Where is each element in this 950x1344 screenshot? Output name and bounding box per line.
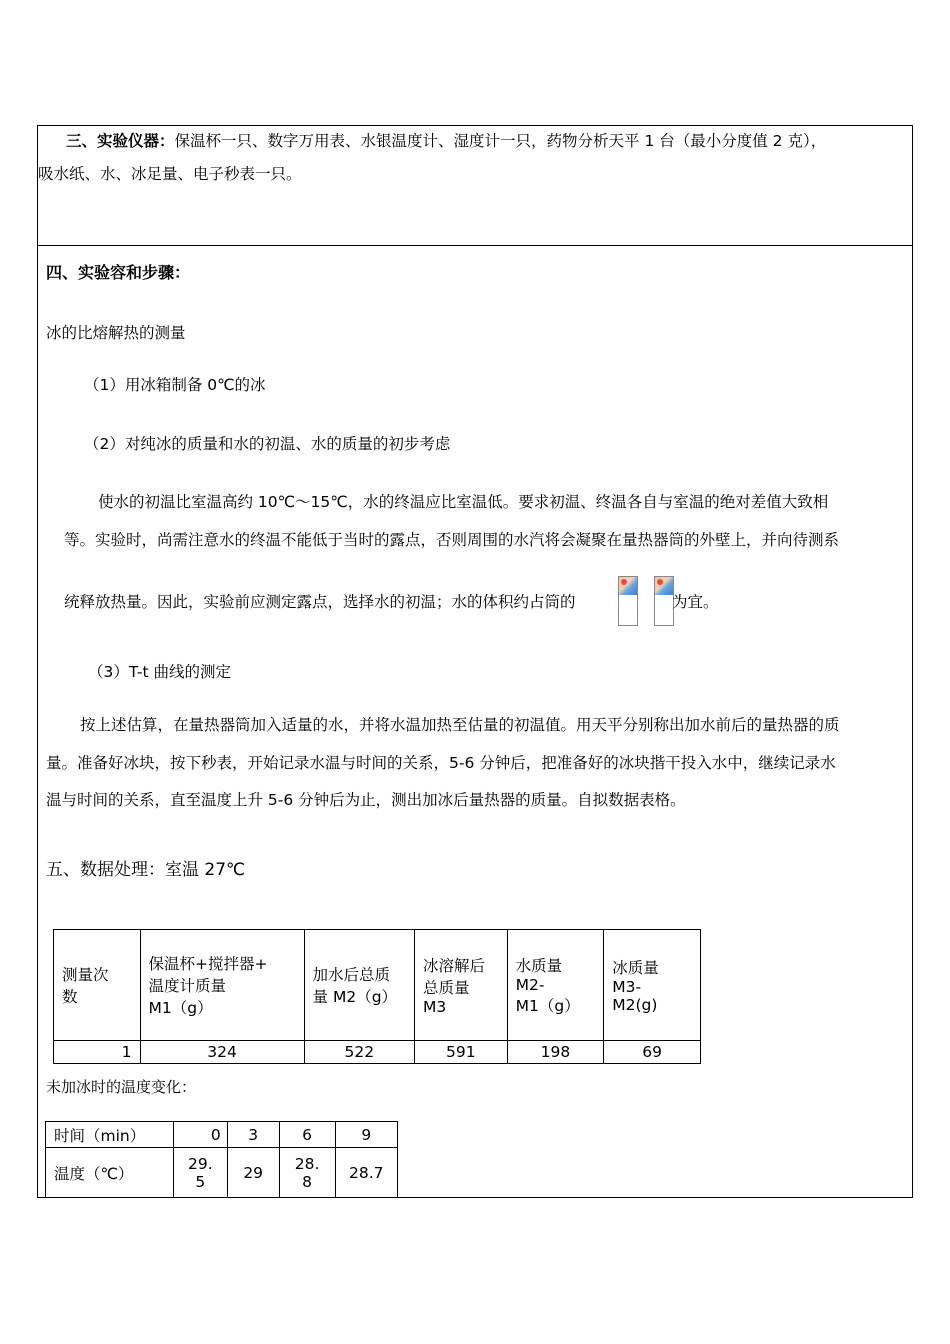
- table-cell: 198: [507, 1041, 604, 1064]
- para2-line1: 使水的初温比室温高约 10℃～15℃，水的终温应比室温低。要求初温、终温各自与室温的绝对差值大致相: [98, 493, 829, 511]
- mass-table-header-row: [54, 930, 701, 1041]
- table-cell: [173, 1148, 227, 1198]
- table-cell: 6: [279, 1122, 335, 1148]
- temperature-table: [45, 1121, 398, 1198]
- time-label: 时间（min）: [46, 1122, 174, 1148]
- header-line: 冰溶解后: [423, 957, 486, 975]
- header-line: 水质量: [515, 957, 563, 975]
- header-line: 保温杯+搅拌器+: [148, 955, 268, 973]
- table-cell: [279, 1148, 335, 1198]
- step-2: （2）对纯冰的质量和水的初温、水的质量的初步考虑: [84, 435, 451, 453]
- header-line: M3-: [612, 978, 642, 996]
- section-3-text-line2: 吸水纸、水、冰足量、电子秒表一只。: [38, 165, 302, 183]
- table-cell: 29: [227, 1148, 279, 1198]
- header-cell: [54, 930, 141, 1041]
- para2-line2: 等。实验时，尚需注意水的终温不能低于当时的露点，否则周围的水汽将会凝聚在量热器筒的外壁上，并向待测系: [64, 531, 840, 549]
- table-row: [46, 1122, 398, 1148]
- header-line: M1（g）: [148, 999, 213, 1017]
- table-caption: 未加冰时的温度变化：: [46, 1078, 197, 1096]
- temp-label: 温度（℃）: [46, 1148, 174, 1198]
- table-cell: 69: [604, 1041, 701, 1064]
- section-4-heading: 四、实验容和步骤：: [46, 263, 191, 282]
- header-line: 量 M2（g）: [312, 988, 398, 1006]
- table-cell: 1: [54, 1041, 141, 1064]
- header-cell: [604, 930, 701, 1041]
- para2-line3a: 统释放热量。因此，实验前应测定露点，选择水的初温；水的体积约占筒的: [64, 593, 576, 611]
- header-line: 总质量: [423, 979, 470, 997]
- step-3: （3）T-t 曲线的测定: [88, 663, 232, 681]
- header-line: M3: [423, 998, 447, 1016]
- cell-line: 28.: [294, 1154, 320, 1173]
- section-4-subtitle: 冰的比熔解热的测量: [46, 324, 186, 342]
- step-1: （1）用冰箱制备 0℃的冰: [84, 376, 266, 394]
- header-line: M2-: [515, 976, 545, 994]
- cell-line: 8: [302, 1172, 313, 1191]
- cell-line: 5: [195, 1172, 206, 1191]
- header-line: 冰质量: [612, 959, 659, 977]
- section-3-heading: 三、实验仪器：: [66, 132, 175, 150]
- section-3-text-line1: 保温杯一只、数字万用表、水银温度计、湿度计一只，药物分析天平 1 台（最小分度值 2 克），: [174, 132, 827, 150]
- table-cell: 9: [335, 1122, 397, 1148]
- table-row: [46, 1148, 398, 1198]
- table-cell: 0: [173, 1122, 227, 1148]
- fraction-image-icon: [618, 576, 638, 626]
- section-3-line1: [66, 131, 826, 151]
- para3-line2: 量。准备好冰块，按下秒表，开始记录水温与时间的关系，5-6 分钟后，把准备好的冰块揩干投入水中，继续记录水: [46, 754, 836, 772]
- header-cell: [415, 930, 508, 1041]
- header-line: M1（g）: [515, 997, 580, 1015]
- table-row: [54, 1041, 701, 1064]
- header-line: M2(g): [612, 996, 658, 1014]
- table-cell: 324: [140, 1041, 304, 1064]
- table-cell: 591: [415, 1041, 508, 1064]
- header-cell: [304, 930, 415, 1041]
- header-line: 温度计质量: [148, 977, 227, 995]
- table-cell: 522: [304, 1041, 415, 1064]
- para3-line1: 按上述估算，在量热器筒加入适量的水，并将水温加热至估量的初温值。用天平分别称出加水前后的量热器的质: [80, 716, 840, 734]
- section-5-heading: 五、数据处理：室温 27℃: [46, 860, 246, 880]
- cell-line: 29.: [188, 1154, 213, 1173]
- para2-line3b: 为宜。: [672, 593, 719, 611]
- header-line: 测量次: [62, 966, 109, 984]
- header-line: 加水后总质: [312, 966, 391, 984]
- header-cell: [507, 930, 604, 1041]
- para3-line3: 温与时间的关系，直至温度上升 5-6 分钟后为止，测出加冰后量热器的质量。自拟数据表格。: [46, 791, 686, 809]
- header-cell: [140, 930, 304, 1041]
- table-cell: 28.7: [335, 1148, 397, 1198]
- fraction-image-icon: [654, 576, 674, 626]
- header-line: 数: [62, 988, 78, 1006]
- table-cell: 3: [227, 1122, 279, 1148]
- mass-table: [53, 929, 701, 1064]
